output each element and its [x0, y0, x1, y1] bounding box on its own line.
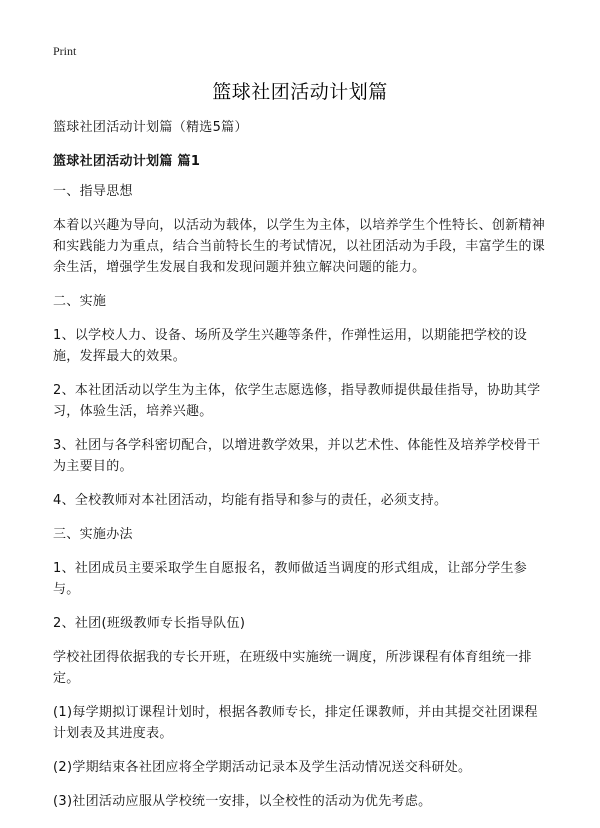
paragraph-guiding-thought: 本着以兴趣为导向，以活动为载体，以学生为主体，以培养学生个性特长、创新精神和实践能力为重点，结合当前特长生的考试情况，以社团活动为手段，丰富学生的课余生活，增强学生发展自我和发现问题并独立解决问题的能力。 — [53, 218, 546, 275]
paragraph-method-2: 2、社团(班级教师专长指导队伍) — [53, 616, 246, 631]
paragraph-implementation-4: 4、全校教师对本社团活动，均能有指导和参与的责任，必须支持。 — [53, 493, 448, 508]
heading-guiding-thought: 一、指导思想 — [53, 184, 133, 199]
paragraph-method-1: 1、社团成员主要采取学生自愿报名，教师做适当调度的形式组成，让部分学生参与。 — [53, 561, 528, 597]
paragraph-method-2-item-3: (3)社团活动应服从学校统一安排，以全校性的活动为优先考虑。 — [53, 794, 432, 809]
paragraph-implementation-3: 3、社团与各学科密切配合，以增进教学效果，并以艺术性、体能性及培养学校骨干为主要目的。 — [53, 438, 541, 474]
section-title: 篮球社团活动计划篇 篇1 — [53, 154, 201, 169]
paragraph-method-2-item-2: (2)学期结束各社团应将全学期活动记录本及学生活动情况送交科研处。 — [53, 760, 472, 775]
document-subtitle: 篮球社团活动计划篇（精选5篇） — [53, 120, 248, 135]
print-label: Print — [53, 44, 77, 58]
heading-implementation-methods: 三、实施办法 — [53, 527, 133, 542]
paragraph-method-2-detail: 学校社团得依据我的专长开班，在班级中实施统一调度，所涉课程有体育组统一排定。 — [53, 650, 532, 686]
paragraph-implementation-2: 2、本社团活动以学生为主体，依学生志愿选修，指导教师提供最佳指导，协助其学习，体验生活，培养兴趣。 — [53, 383, 541, 419]
heading-implementation: 二、实施 — [53, 294, 107, 309]
paragraph-implementation-1: 1、以学校人力、设备、场所及学生兴趣等条件，作弹性运用，以期能把学校的设施，发挥最大的效果。 — [53, 328, 528, 364]
document-body — [53, 117, 549, 825]
document-title: 篮球社团活动计划篇 — [212, 81, 388, 103]
paragraph-method-2-item-1: (1)每学期拟订课程计划时，根据各教师专长，排定任课教师，并由其提交社团课程计划表及其进度表。 — [53, 705, 538, 741]
